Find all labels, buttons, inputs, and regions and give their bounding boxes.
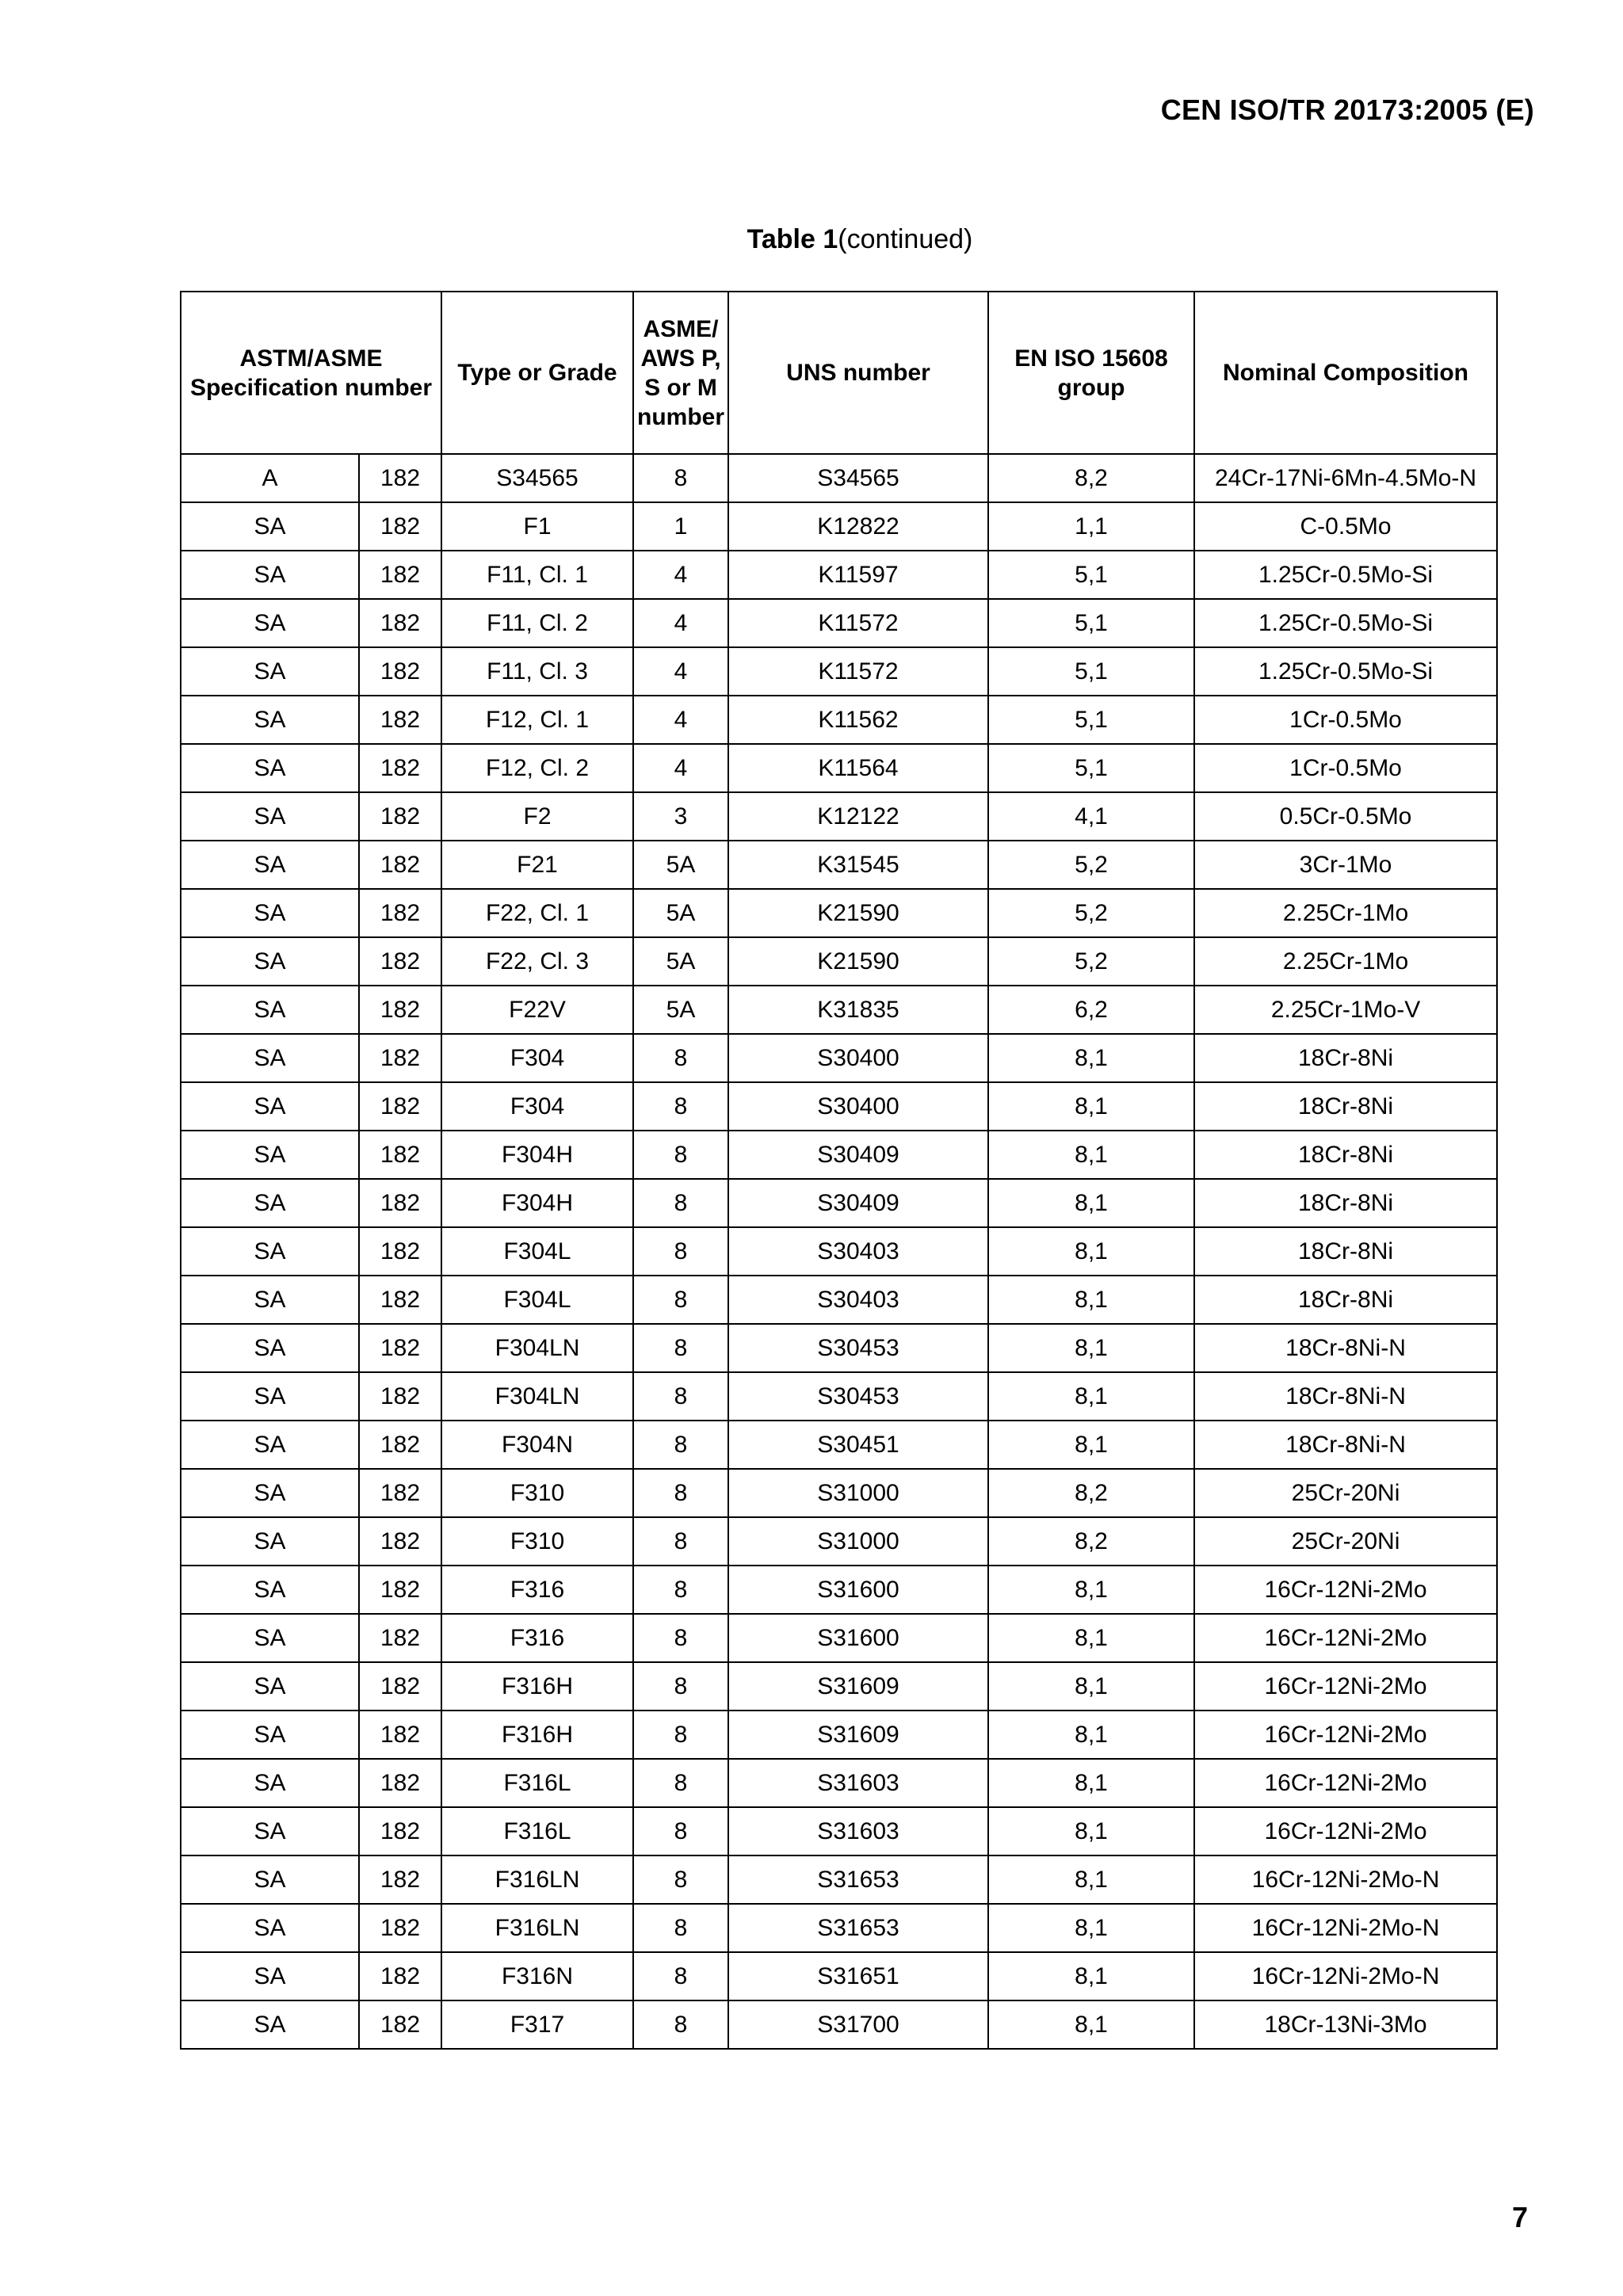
cell-uns-number: S30400 (728, 1034, 988, 1082)
cell-spec-prefix: SA (181, 1904, 359, 1952)
cell-asme-number: 8 (633, 454, 728, 502)
cell-en-iso-group: 5,1 (988, 647, 1194, 696)
cell-spec-prefix: SA (181, 1469, 359, 1517)
header-type-grade: Type or Grade (441, 292, 633, 454)
cell-en-iso-group: 8,1 (988, 1662, 1194, 1711)
page-number: 7 (1511, 2201, 1528, 2233)
cell-en-iso-group: 8,2 (988, 1469, 1194, 1517)
table-row (181, 937, 1497, 986)
cell-en-iso-group: 8,1 (988, 1614, 1194, 1662)
cell-uns-number: K11597 (728, 551, 988, 599)
cell-type-grade: F316H (441, 1711, 633, 1759)
cell-uns-number: S30403 (728, 1276, 988, 1324)
cell-spec-number: 182 (359, 937, 441, 986)
cell-nominal-composition: 24Cr-17Ni-6Mn-4.5Mo-N (1194, 454, 1497, 502)
table-row (181, 986, 1497, 1034)
cell-spec-prefix: SA (181, 1759, 359, 1807)
cell-uns-number: S31600 (728, 1614, 988, 1662)
cell-nominal-composition: 18Cr-8Ni (1194, 1034, 1497, 1082)
cell-en-iso-group: 8,1 (988, 1711, 1194, 1759)
cell-uns-number: S31000 (728, 1469, 988, 1517)
cell-uns-number: K31545 (728, 841, 988, 889)
cell-spec-prefix: SA (181, 1662, 359, 1711)
cell-spec-prefix: SA (181, 986, 359, 1034)
cell-spec-prefix: SA (181, 1131, 359, 1179)
cell-en-iso-group: 8,1 (988, 1324, 1194, 1372)
cell-spec-number: 182 (359, 1904, 441, 1952)
cell-spec-number: 182 (359, 454, 441, 502)
cell-type-grade: F304 (441, 1082, 633, 1131)
cell-asme-number: 3 (633, 792, 728, 841)
table-row (181, 1759, 1497, 1807)
cell-type-grade: F11, Cl. 2 (441, 599, 633, 647)
cell-spec-prefix: SA (181, 937, 359, 986)
cell-type-grade: F21 (441, 841, 633, 889)
cell-type-grade: F304LN (441, 1324, 633, 1372)
cell-spec-number: 182 (359, 1324, 441, 1372)
cell-type-grade: F2 (441, 792, 633, 841)
table-row (181, 1179, 1497, 1227)
cell-nominal-composition: 3Cr-1Mo (1194, 841, 1497, 889)
cell-spec-number: 182 (359, 1711, 441, 1759)
cell-nominal-composition: 1.25Cr-0.5Mo-Si (1194, 551, 1497, 599)
cell-spec-prefix: SA (181, 841, 359, 889)
cell-uns-number: S30409 (728, 1179, 988, 1227)
cell-asme-number: 8 (633, 1517, 728, 1566)
cell-type-grade: F22V (441, 986, 633, 1034)
cell-type-grade: F22, Cl. 1 (441, 889, 633, 937)
cell-type-grade: F316L (441, 1807, 633, 1855)
cell-nominal-composition: 18Cr-8Ni (1194, 1082, 1497, 1131)
cell-spec-prefix: SA (181, 551, 359, 599)
cell-spec-number: 182 (359, 1421, 441, 1469)
cell-spec-number: 182 (359, 792, 441, 841)
cell-uns-number: S31651 (728, 1952, 988, 2000)
cell-uns-number: K31835 (728, 986, 988, 1034)
cell-type-grade: F11, Cl. 3 (441, 647, 633, 696)
cell-nominal-composition: 16Cr-12Ni-2Mo (1194, 1566, 1497, 1614)
cell-spec-number: 182 (359, 1179, 441, 1227)
cell-en-iso-group: 5,1 (988, 551, 1194, 599)
cell-nominal-composition: 16Cr-12Ni-2Mo (1194, 1807, 1497, 1855)
table-row (181, 1227, 1497, 1276)
table-body (181, 454, 1497, 2049)
cell-type-grade: F304N (441, 1421, 633, 1469)
table-row (181, 1614, 1497, 1662)
cell-type-grade: F304H (441, 1131, 633, 1179)
cell-asme-number: 8 (633, 1855, 728, 1904)
cell-uns-number: S30453 (728, 1372, 988, 1421)
cell-uns-number: S30451 (728, 1421, 988, 1469)
cell-spec-number: 182 (359, 744, 441, 792)
cell-spec-prefix: SA (181, 696, 359, 744)
cell-en-iso-group: 5,2 (988, 841, 1194, 889)
cell-type-grade: F310 (441, 1517, 633, 1566)
cell-uns-number: K21590 (728, 937, 988, 986)
cell-asme-number: 4 (633, 744, 728, 792)
table-row (181, 2000, 1497, 2049)
cell-uns-number: S31653 (728, 1904, 988, 1952)
cell-type-grade: F22, Cl. 3 (441, 937, 633, 986)
cell-uns-number: K11564 (728, 744, 988, 792)
cell-nominal-composition: 1.25Cr-0.5Mo-Si (1194, 647, 1497, 696)
cell-spec-prefix: SA (181, 1807, 359, 1855)
table-row (181, 502, 1497, 551)
cell-spec-number: 182 (359, 696, 441, 744)
table-row (181, 1662, 1497, 1711)
cell-asme-number: 4 (633, 551, 728, 599)
cell-uns-number: S30400 (728, 1082, 988, 1131)
table-row (181, 1952, 1497, 2000)
cell-en-iso-group: 8,1 (988, 1855, 1194, 1904)
cell-asme-number: 8 (633, 1711, 728, 1759)
cell-nominal-composition: 18Cr-8Ni-N (1194, 1421, 1497, 1469)
cell-asme-number: 5A (633, 986, 728, 1034)
cell-en-iso-group: 8,1 (988, 1952, 1194, 2000)
table-caption-label: Table 1 (747, 224, 838, 254)
table-row (181, 696, 1497, 744)
cell-en-iso-group: 6,2 (988, 986, 1194, 1034)
table-row (181, 889, 1497, 937)
cell-asme-number: 5A (633, 937, 728, 986)
cell-en-iso-group: 8,1 (988, 1276, 1194, 1324)
cell-nominal-composition: 18Cr-8Ni (1194, 1227, 1497, 1276)
cell-nominal-composition: C-0.5Mo (1194, 502, 1497, 551)
cell-spec-number: 182 (359, 1469, 441, 1517)
cell-nominal-composition: 18Cr-8Ni (1194, 1276, 1497, 1324)
cell-spec-number: 182 (359, 1131, 441, 1179)
cell-en-iso-group: 8,2 (988, 1517, 1194, 1566)
cell-type-grade: F310 (441, 1469, 633, 1517)
cell-asme-number: 8 (633, 1807, 728, 1855)
cell-en-iso-group: 8,1 (988, 1372, 1194, 1421)
cell-spec-number: 182 (359, 1227, 441, 1276)
table-row (181, 1904, 1497, 1952)
cell-type-grade: F12, Cl. 2 (441, 744, 633, 792)
cell-asme-number: 4 (633, 696, 728, 744)
table-row (181, 599, 1497, 647)
cell-nominal-composition: 18Cr-8Ni-N (1194, 1324, 1497, 1372)
table-row (181, 1324, 1497, 1372)
header-spec-number: ASTM/ASME Specification number (181, 292, 441, 454)
cell-nominal-composition: 1.25Cr-0.5Mo-Si (1194, 599, 1497, 647)
cell-nominal-composition: 0.5Cr-0.5Mo (1194, 792, 1497, 841)
cell-spec-number: 182 (359, 1662, 441, 1711)
cell-spec-prefix: SA (181, 1276, 359, 1324)
cell-nominal-composition: 16Cr-12Ni-2Mo-N (1194, 1952, 1497, 2000)
cell-asme-number: 8 (633, 1469, 728, 1517)
cell-uns-number: K11562 (728, 696, 988, 744)
cell-nominal-composition: 16Cr-12Ni-2Mo (1194, 1614, 1497, 1662)
cell-spec-number: 182 (359, 1372, 441, 1421)
cell-nominal-composition: 16Cr-12Ni-2Mo-N (1194, 1855, 1497, 1904)
cell-uns-number: S30403 (728, 1227, 988, 1276)
cell-spec-number: 182 (359, 1276, 441, 1324)
table-row (181, 1034, 1497, 1082)
cell-en-iso-group: 5,2 (988, 937, 1194, 986)
cell-spec-number: 182 (359, 889, 441, 937)
cell-asme-number: 8 (633, 1227, 728, 1276)
cell-spec-number: 182 (359, 1807, 441, 1855)
cell-spec-number: 182 (359, 502, 441, 551)
cell-nominal-composition: 2.25Cr-1Mo (1194, 889, 1497, 937)
table-row (181, 1566, 1497, 1614)
cell-type-grade: F316 (441, 1566, 633, 1614)
cell-type-grade: F316LN (441, 1855, 633, 1904)
table-row (181, 792, 1497, 841)
cell-uns-number: K21590 (728, 889, 988, 937)
cell-uns-number: S31609 (728, 1711, 988, 1759)
cell-type-grade: F317 (441, 2000, 633, 2049)
table-caption-suffix: (continued) (838, 224, 973, 254)
cell-asme-number: 8 (633, 1131, 728, 1179)
cell-uns-number: S31700 (728, 2000, 988, 2049)
cell-nominal-composition: 2.25Cr-1Mo (1194, 937, 1497, 986)
cell-uns-number: K12822 (728, 502, 988, 551)
cell-uns-number: S31600 (728, 1566, 988, 1614)
cell-en-iso-group: 5,1 (988, 599, 1194, 647)
cell-type-grade: F304L (441, 1276, 633, 1324)
cell-spec-prefix: SA (181, 1034, 359, 1082)
cell-spec-number: 182 (359, 1614, 441, 1662)
cell-uns-number: S30409 (728, 1131, 988, 1179)
cell-type-grade: F316 (441, 1614, 633, 1662)
cell-type-grade: F304 (441, 1034, 633, 1082)
cell-spec-prefix: SA (181, 792, 359, 841)
cell-type-grade: F316LN (441, 1904, 633, 1952)
cell-spec-number: 182 (359, 1759, 441, 1807)
table-row (181, 454, 1497, 502)
header-nominal-composition: Nominal Composition (1194, 292, 1497, 454)
cell-nominal-composition: 18Cr-8Ni (1194, 1179, 1497, 1227)
table-row (181, 1517, 1497, 1566)
header-uns-number: UNS number (728, 292, 988, 454)
cell-asme-number: 8 (633, 1276, 728, 1324)
cell-spec-prefix: SA (181, 1952, 359, 2000)
table-row (181, 1807, 1497, 1855)
cell-en-iso-group: 1,1 (988, 502, 1194, 551)
cell-uns-number: S30453 (728, 1324, 988, 1372)
cell-type-grade: F11, Cl. 1 (441, 551, 633, 599)
cell-asme-number: 8 (633, 1324, 728, 1372)
table-row (181, 1372, 1497, 1421)
cell-spec-number: 182 (359, 647, 441, 696)
cell-type-grade: F304LN (441, 1372, 633, 1421)
cell-type-grade: F1 (441, 502, 633, 551)
cell-asme-number: 8 (633, 1662, 728, 1711)
cell-spec-prefix: SA (181, 1517, 359, 1566)
table-caption (0, 224, 1623, 255)
cell-nominal-composition: 25Cr-20Ni (1194, 1517, 1497, 1566)
cell-spec-prefix: SA (181, 1082, 359, 1131)
cell-spec-number: 182 (359, 1034, 441, 1082)
specification-table (180, 291, 1498, 2050)
cell-uns-number: S31609 (728, 1662, 988, 1711)
cell-spec-prefix: A (181, 454, 359, 502)
header-asme-aws-number: ASME/ AWS P, S or M number (633, 292, 728, 454)
cell-nominal-composition: 1Cr-0.5Mo (1194, 696, 1497, 744)
table-row (181, 647, 1497, 696)
cell-spec-number: 182 (359, 2000, 441, 2049)
cell-nominal-composition: 18Cr-8Ni (1194, 1131, 1497, 1179)
cell-spec-prefix: SA (181, 1614, 359, 1662)
document-id: CEN ISO/TR 20173:2005 (E) (1160, 93, 1534, 126)
cell-spec-number: 182 (359, 1517, 441, 1566)
cell-type-grade: F316L (441, 1759, 633, 1807)
cell-type-grade: F304L (441, 1227, 633, 1276)
cell-asme-number: 8 (633, 1082, 728, 1131)
cell-nominal-composition: 16Cr-12Ni-2Mo (1194, 1711, 1497, 1759)
cell-spec-number: 182 (359, 841, 441, 889)
cell-uns-number: K11572 (728, 599, 988, 647)
cell-uns-number: S31000 (728, 1517, 988, 1566)
cell-en-iso-group: 8,1 (988, 1082, 1194, 1131)
cell-type-grade: F316N (441, 1952, 633, 2000)
cell-nominal-composition: 25Cr-20Ni (1194, 1469, 1497, 1517)
cell-spec-prefix: SA (181, 744, 359, 792)
cell-en-iso-group: 8,1 (988, 1759, 1194, 1807)
cell-spec-number: 182 (359, 551, 441, 599)
cell-asme-number: 1 (633, 502, 728, 551)
table-row (181, 1082, 1497, 1131)
cell-spec-prefix: SA (181, 1855, 359, 1904)
table-row (181, 1276, 1497, 1324)
cell-en-iso-group: 5,1 (988, 744, 1194, 792)
cell-en-iso-group: 8,1 (988, 1421, 1194, 1469)
cell-asme-number: 8 (633, 1179, 728, 1227)
cell-uns-number: K11572 (728, 647, 988, 696)
cell-spec-number: 182 (359, 599, 441, 647)
cell-en-iso-group: 5,1 (988, 696, 1194, 744)
table-row (181, 1855, 1497, 1904)
cell-nominal-composition: 16Cr-12Ni-2Mo-N (1194, 1904, 1497, 1952)
cell-en-iso-group: 8,1 (988, 1807, 1194, 1855)
cell-asme-number: 5A (633, 889, 728, 937)
cell-spec-prefix: SA (181, 647, 359, 696)
cell-spec-number: 182 (359, 1566, 441, 1614)
cell-type-grade: S34565 (441, 454, 633, 502)
cell-en-iso-group: 8,1 (988, 1566, 1194, 1614)
cell-spec-prefix: SA (181, 1227, 359, 1276)
cell-en-iso-group: 8,2 (988, 454, 1194, 502)
table-row (181, 1421, 1497, 1469)
cell-en-iso-group: 8,1 (988, 1904, 1194, 1952)
cell-spec-prefix: SA (181, 1324, 359, 1372)
cell-asme-number: 8 (633, 1566, 728, 1614)
table-header-row (181, 292, 1497, 454)
cell-asme-number: 8 (633, 1759, 728, 1807)
cell-uns-number: S31653 (728, 1855, 988, 1904)
cell-spec-prefix: SA (181, 1711, 359, 1759)
cell-asme-number: 8 (633, 1952, 728, 2000)
cell-asme-number: 8 (633, 1034, 728, 1082)
cell-en-iso-group: 8,1 (988, 1034, 1194, 1082)
cell-uns-number: S34565 (728, 454, 988, 502)
cell-en-iso-group: 8,1 (988, 2000, 1194, 2049)
cell-asme-number: 4 (633, 647, 728, 696)
cell-uns-number: S31603 (728, 1807, 988, 1855)
table-row (181, 841, 1497, 889)
cell-en-iso-group: 8,1 (988, 1131, 1194, 1179)
cell-spec-prefix: SA (181, 889, 359, 937)
cell-spec-prefix: SA (181, 1179, 359, 1227)
cell-spec-number: 182 (359, 1952, 441, 2000)
cell-spec-number: 182 (359, 1082, 441, 1131)
cell-en-iso-group: 8,1 (988, 1179, 1194, 1227)
cell-spec-number: 182 (359, 986, 441, 1034)
cell-en-iso-group: 8,1 (988, 1227, 1194, 1276)
cell-nominal-composition: 16Cr-12Ni-2Mo (1194, 1759, 1497, 1807)
cell-spec-number: 182 (359, 1855, 441, 1904)
cell-spec-prefix: SA (181, 502, 359, 551)
cell-type-grade: F316H (441, 1662, 633, 1711)
header-en-iso-group: EN ISO 15608 group (988, 292, 1194, 454)
cell-asme-number: 5A (633, 841, 728, 889)
cell-nominal-composition: 18Cr-8Ni-N (1194, 1372, 1497, 1421)
cell-asme-number: 4 (633, 599, 728, 647)
cell-spec-prefix: SA (181, 1566, 359, 1614)
table-row (181, 1469, 1497, 1517)
cell-nominal-composition: 2.25Cr-1Mo-V (1194, 986, 1497, 1034)
table-row (181, 1711, 1497, 1759)
cell-en-iso-group: 5,2 (988, 889, 1194, 937)
table-row (181, 551, 1497, 599)
table-row (181, 744, 1497, 792)
cell-type-grade: F12, Cl. 1 (441, 696, 633, 744)
cell-asme-number: 8 (633, 1614, 728, 1662)
cell-nominal-composition: 18Cr-13Ni-3Mo (1194, 2000, 1497, 2049)
cell-uns-number: S31603 (728, 1759, 988, 1807)
table-row (181, 1131, 1497, 1179)
cell-spec-prefix: SA (181, 1421, 359, 1469)
cell-spec-prefix: SA (181, 1372, 359, 1421)
cell-type-grade: F304H (441, 1179, 633, 1227)
cell-asme-number: 8 (633, 2000, 728, 2049)
cell-nominal-composition: 1Cr-0.5Mo (1194, 744, 1497, 792)
cell-asme-number: 8 (633, 1372, 728, 1421)
cell-spec-prefix: SA (181, 599, 359, 647)
cell-asme-number: 8 (633, 1904, 728, 1952)
cell-asme-number: 8 (633, 1421, 728, 1469)
cell-nominal-composition: 16Cr-12Ni-2Mo (1194, 1662, 1497, 1711)
cell-spec-prefix: SA (181, 2000, 359, 2049)
cell-uns-number: K12122 (728, 792, 988, 841)
cell-en-iso-group: 4,1 (988, 792, 1194, 841)
